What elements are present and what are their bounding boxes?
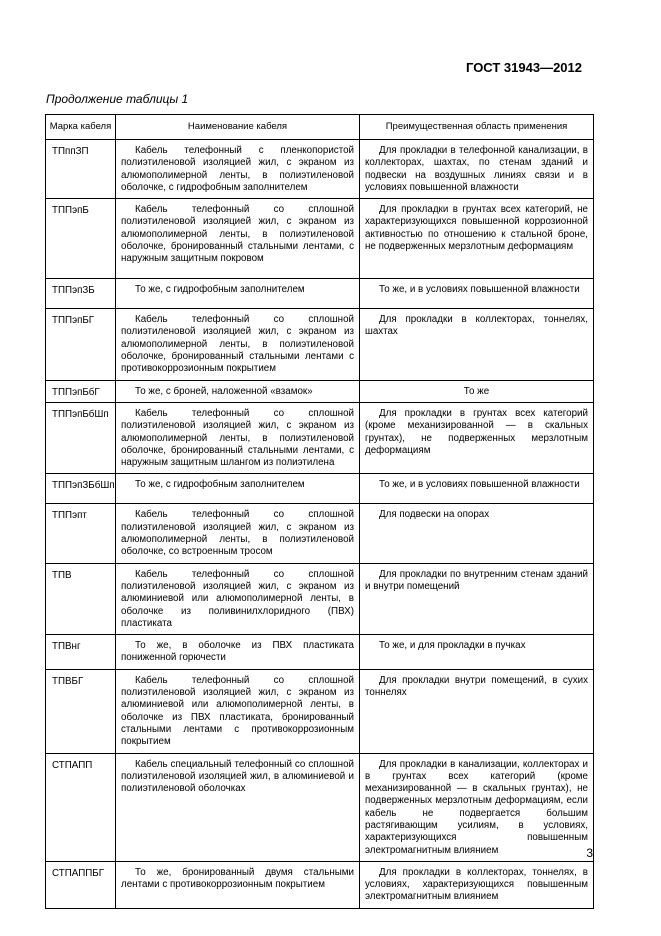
cell-name: Кабель телефонный со сплошной полиэтиленовой изоляцией жил, с экраном из алюмополимерной ленты, в полиэтиленовой оболочке, бронированный стальными лентами с противокоррозионным покрытием (116, 309, 360, 380)
cell-application: Для подвески на опорах (360, 504, 594, 563)
table-row (46, 861, 594, 908)
cell-mark: ТППэпБ (46, 199, 116, 279)
column-header-application: Преимущественная область применения (360, 115, 594, 140)
table-row (46, 504, 594, 563)
table-row (46, 199, 594, 279)
table-row (46, 309, 594, 380)
table-row (46, 402, 594, 473)
cell-application: Для прокладки в грунтах всех категорий, не характеризующихся повышенной коррозионной активностью по отношению к стальной броне, не подверженных мерзлотным деформациям (360, 199, 594, 279)
table-row (46, 635, 594, 670)
table-row (46, 669, 594, 753)
cell-mark: ТППэпт (46, 504, 116, 563)
cell-mark: ТПВнг (46, 635, 116, 670)
table-row (46, 753, 594, 861)
standard-number: ГОСТ 31943—2012 (466, 60, 582, 75)
column-header-mark: Марка кабеля (46, 115, 116, 140)
cell-name: Кабель телефонный со сплошной полиэтиленовой изоляцией жил, с экраном из алюмополимерной ленты, в полиэтиленовой оболочке, бронированный стальными лентами, с наружным защитным шлангом из полиэтилена (116, 402, 360, 473)
cell-mark: ТПппЗП (46, 140, 116, 199)
table-row (46, 563, 594, 634)
cell-application: Для прокладки в грунтах всех категорий (кроме механизированной — в скальных грунтах), не подверженных мерзлотным деформациям (360, 402, 594, 473)
cell-mark: ТПВБГ (46, 669, 116, 753)
page-number: 3 (586, 846, 593, 860)
cell-mark: ТППэпБбГ (46, 380, 116, 402)
table-header-row (46, 115, 594, 140)
cell-application: Для прокладки по внутренним стенам зданий и внутри помещений (360, 563, 594, 634)
cell-name: Кабель специальный телефонный со сплошной полиэтиленовой изоляцией жил, в алюминиевой и полиэтиленовой оболочках (116, 753, 360, 861)
table-row (46, 380, 594, 402)
table-row (46, 140, 594, 199)
cell-application: То же, и для прокладки в пучках (360, 635, 594, 670)
cell-mark: ТППэпЗБбШп (46, 474, 116, 504)
table-row (46, 474, 594, 504)
cell-mark: СТПАППБГ (46, 861, 116, 908)
cell-mark: ТПВ (46, 563, 116, 634)
cell-name: Кабель телефонный со сплошной полиэтиленовой изоляцией жил, с экраном из алюмополимерной ленты, в полиэтиленовой оболочке, со встроенным тросом (116, 504, 360, 563)
cell-application: Для прокладки внутри помещений, в сухих тоннелях (360, 669, 594, 753)
cell-application: То же, и в условиях повышенной влажности (360, 474, 594, 504)
cell-mark: СТПАПП (46, 753, 116, 861)
cable-table (45, 114, 594, 909)
cell-mark: ТППэпЗБ (46, 279, 116, 309)
cell-name: То же, с гидрофобным заполнителем (116, 279, 360, 309)
cell-application: То же, и в условиях повышенной влажности (360, 279, 594, 309)
cell-name: Кабель телефонный со сплошной полиэтиленовой изоляцией жил, с экраном из алюмополимерной ленты, в полиэтиленовой оболочке, бронированный стальными лентами, с наружным защитным покровом (116, 199, 360, 279)
cell-name: Кабель телефонный со сплошной полиэтиленовой изоляцией жил, с экраном из алюминиевой или алюмополимерной ленты, в оболочке из ПВХ пластиката, бронированный стальными лентами с противокоррозионным покрытием (116, 669, 360, 753)
cell-application: Для прокладки в коллекторах, тоннелях, шахтах (360, 309, 594, 380)
table-row (46, 279, 594, 309)
cell-name: То же, бронированный двумя стальными лентами с противокоррозионным покрытием (116, 861, 360, 908)
cell-name: То же, с гидрофобным заполнителем (116, 474, 360, 504)
table-continuation-label: Продолжение таблицы 1 (46, 92, 189, 106)
cell-application: То же (360, 380, 594, 402)
cell-name: Кабель телефонный с пленкопористой полиэтиленовой изоляцией жил, с экраном из алюмополимерной ленты, в полиэтиленовой оболочке, с гидрофобным заполнителем (116, 140, 360, 199)
cell-name: То же, с броней, наложенной «взамок» (116, 380, 360, 402)
cell-mark: ТППэпБбШп (46, 402, 116, 473)
cell-application: Для прокладки в телефонной канализации, в коллекторах, шахтах, по стенам зданий и подвески на воздушных линиях связи и в условиях повышенной влажности (360, 140, 594, 199)
column-header-name: Наименование кабеля (116, 115, 360, 140)
cell-name: Кабель телефонный со сплошной полиэтиленовой изоляцией жил, с экраном из алюминиевой или алюмополимерной ленты, в оболочке из поливинилхлоридного (ПВХ) пластиката (116, 563, 360, 634)
cell-name: То же, в оболочке из ПВХ пластиката пониженной горючести (116, 635, 360, 670)
cell-mark: ТППэпБГ (46, 309, 116, 380)
cell-application: Для прокладки в коллекторах, тоннелях, в условиях, характеризующихся повышенным электромагнитным влиянием (360, 861, 594, 908)
cell-application: Для прокладки в канализации, коллекторах и в грунтах всех категорий (кроме механизированной — в скальных грунтах), не подверженных мерзлотным деформациям, если кабель не подвергается большим растягивающим усилиям, в условиях, характеризующихся повышенным электромагнитным влиянием (360, 753, 594, 861)
